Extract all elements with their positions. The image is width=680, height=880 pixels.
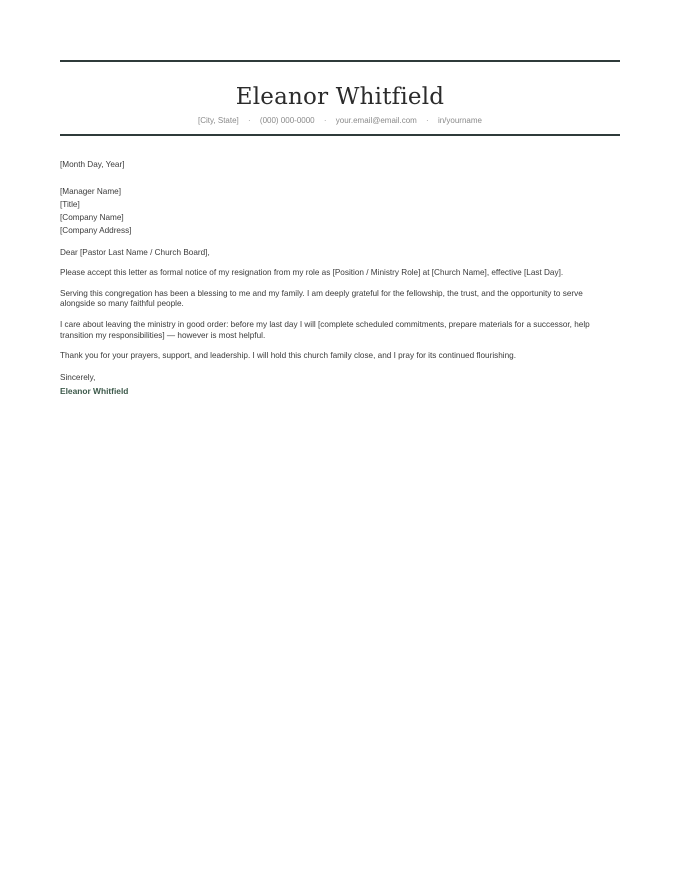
recipient-company: [Company Name] — [60, 212, 124, 222]
letter-date: [Month Day, Year] — [60, 160, 125, 169]
contact-separator: · — [323, 116, 327, 125]
paragraph: Please accept this letter as formal notice of my resignation from my role as [Position / Ministry Role] at [Church Name], effective [Last Day]. — [60, 268, 564, 278]
recipient-address: [Company Address] — [60, 225, 132, 235]
letter-body — [60, 160, 620, 397]
bottom-rule — [60, 134, 620, 136]
closing: Sincerely, — [60, 372, 96, 382]
recipient-manager: [Manager Name] — [60, 186, 121, 196]
contact-line — [60, 116, 620, 134]
letter-header — [60, 62, 620, 134]
contact-separator: · — [248, 116, 251, 125]
contact-phone: (000) 000-0000 — [259, 116, 315, 125]
letter-page — [60, 60, 620, 397]
signature: Eleanor Whitfield — [60, 386, 129, 397]
contact-separator: · — [426, 116, 429, 125]
paragraph: Serving this congregation has been a blessing to me and my family. I am deeply grateful for the fellowship, the trust, and the opportunity to serve alongside so many faithful people. — [60, 288, 583, 309]
contact-linkedin: in/yourname — [437, 116, 482, 125]
paragraph: Thank you for your prayers, support, and leadership. I will hold this church family close, and I pray for its continued flourishing. — [60, 351, 516, 361]
recipient-title: [Title] — [60, 199, 80, 209]
recipient-block — [60, 185, 620, 237]
contact-location: [City, State] — [198, 116, 239, 125]
contact-email: your.email@email.com — [335, 116, 417, 125]
sender-name: Eleanor Whitfield — [235, 84, 445, 110]
greeting: Dear [Pastor Last Name / Church Board], — [60, 247, 210, 257]
paragraph: I care about leaving the ministry in good order: before my last day I will [complete scheduled commitments, prepare materials for a successor, help transition my responsibilities] — however is most helpful. — [60, 319, 590, 340]
